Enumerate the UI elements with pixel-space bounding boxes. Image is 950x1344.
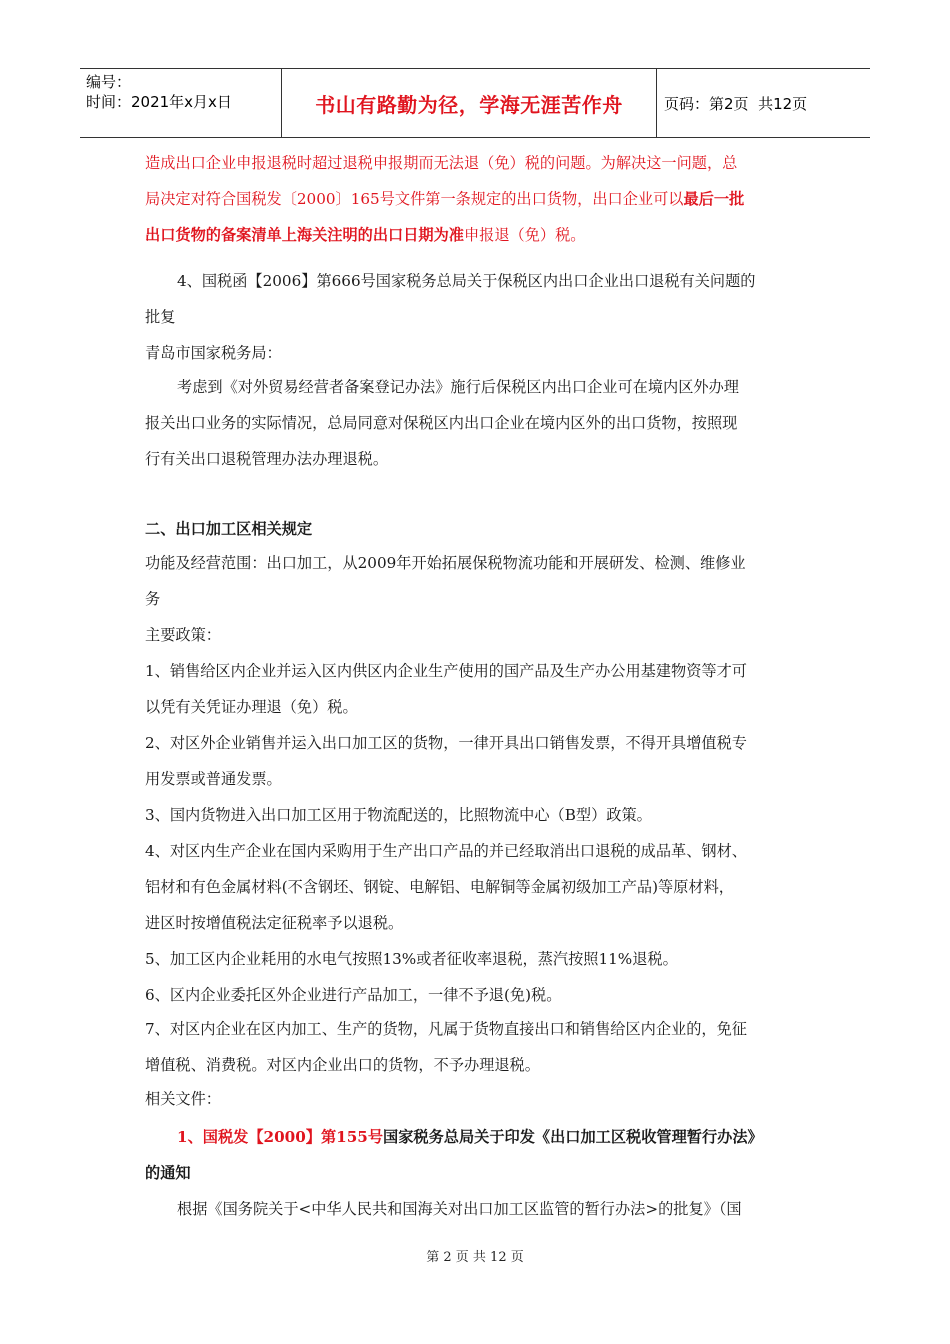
related-doc-title: [177, 1126, 763, 1148]
section-heading: 二、出口加工区相关规定: [145, 520, 313, 538]
policy-label: 主要政策：: [145, 626, 221, 644]
policy-item-cont: 增值税、消费税。对区内企业出口的货物，不予办理退税。: [145, 1056, 540, 1074]
header-meta-cell: [80, 69, 282, 137]
addressee: 青岛市国家税务局：: [145, 344, 282, 362]
emphasis-text: 出口货物的备案清单上海关注明的出口日期为准: [145, 226, 464, 244]
policy-item-cont: 用发票或普通发票。: [145, 770, 282, 788]
paragraph-line: 功能及经营范围：出口加工，从2009年开始拓展保税物流功能和开展研发、检测、维修业: [145, 554, 746, 572]
header-number-label: 编号：: [86, 73, 132, 91]
paragraph-line: 根据《国务院关于<中华人民共和国海关对出口加工区监管的暂行办法>的批复》（国: [177, 1200, 742, 1218]
policy-item-cont: 铝材和有色金属材料(不含钢坯、钢锭、电解铝、电解铜等金属初级加工产品)等原材料，: [145, 878, 734, 896]
page-footer: 第 2 页 共 12 页: [426, 1250, 524, 1265]
paragraph-line: 务: [145, 590, 161, 608]
header-page-info: 页码：第2页 共12页: [664, 94, 808, 113]
policy-item: 4、对区内生产企业在国内采购用于生产出口产品的并已经取消出口退税的成品革、钢材、: [145, 842, 747, 860]
policy-item-cont: 以凭有关凭证办理退（免）税。: [145, 698, 358, 716]
paragraph-line: 行有关出口退税管理办法办理退税。: [145, 450, 388, 468]
header-motto: 书山有路勤为径，学海无涯苦作舟: [282, 69, 657, 137]
paragraph-text: 申报退（免）税。: [463, 226, 586, 244]
policy-item: 6、区内企业委托区外企业进行产品加工，一律不予退(免)税。: [145, 986, 562, 1004]
paragraph-line: [145, 224, 585, 246]
related-doc-name: 国家税务总局关于印发《出口加工区税收管理暂行办法》: [383, 1128, 763, 1146]
related-doc-title-cont: 的通知: [145, 1164, 191, 1182]
related-label: 相关文件：: [145, 1090, 221, 1108]
policy-item: 5、加工区内企业耗用的水电气按照13%或者征收率退税，蒸汽按照11%退税。: [145, 950, 678, 968]
policy-item: 7、对区内企业在区内加工、生产的货物，凡属于货物直接出口和销售给区内企业的，免征: [145, 1020, 747, 1038]
policy-item: 1、销售给区内企业并运入区内供区内企业生产使用的国产品及生产办公用基建物资等才可: [145, 662, 747, 680]
doc-reference-title: 4、国税函【2006】第666号国家税务总局关于保税区内出口企业出口退税有关问题的: [177, 272, 756, 290]
page-header: [80, 68, 870, 138]
doc-reference-title-cont: 批复: [145, 308, 176, 326]
related-doc-number: 1、国税发【2000】第155号: [177, 1128, 384, 1146]
paragraph-line: 考虑到《对外贸易经营者备案登记办法》施行后保税区内出口企业可在境内区外办理: [177, 378, 739, 396]
paragraph-text: 局决定对符合国税发〔2000〕165号文件第一条规定的出口货物，出口企业可以: [145, 190, 684, 208]
header-date-label: 时间：2021年x月x日: [86, 93, 232, 111]
paragraph-line: [145, 188, 744, 210]
policy-item: 2、对区外企业销售并运入出口加工区的货物，一律开具出口销售发票，不得开具增值税专: [145, 734, 747, 752]
policy-item: 3、国内货物进入出口加工区用于物流配送的，比照物流中心（B型）政策。: [145, 806, 652, 824]
paragraph-line: 造成出口企业申报退税时超过退税申报期而无法退（免）税的问题。为解决这一问题，总: [145, 154, 738, 172]
paragraph-line: 报关出口业务的实际情况，总局同意对保税区内出口企业在境内区外的出口货物，按照现: [145, 414, 738, 432]
policy-item-cont: 进区时按增值税法定征税率予以退税。: [145, 914, 404, 932]
emphasis-text: 最后一批: [683, 190, 745, 208]
